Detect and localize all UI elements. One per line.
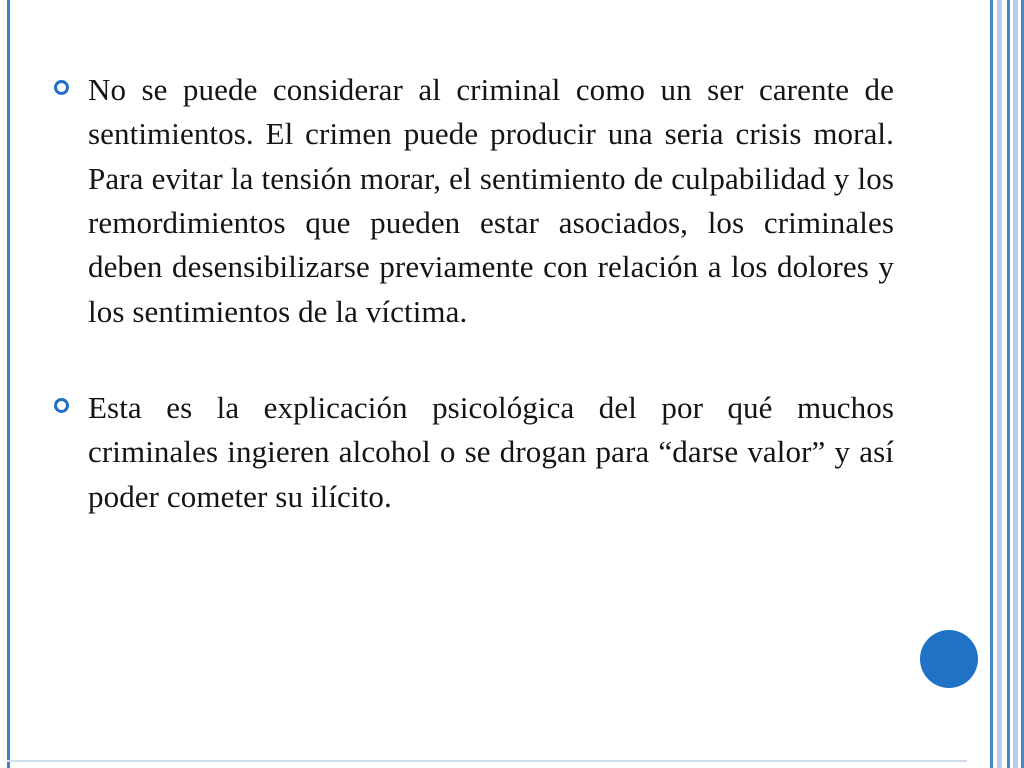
band-stripe-1: [990, 0, 993, 768]
circle-outline-icon: [54, 398, 69, 413]
left-vertical-rule: [7, 0, 10, 768]
bullet-marker: [54, 386, 88, 413]
list-item: [54, 68, 894, 334]
band-stripe-2: [997, 0, 1002, 768]
circle-outline-icon: [54, 80, 69, 95]
accent-circle-decoration: [920, 630, 978, 688]
band-stripe-3: [1007, 0, 1010, 768]
list-item: [54, 386, 894, 519]
slide-body: [54, 68, 894, 571]
bullet-paragraph-2: Esta es la explicación psicológica del por qué muchos criminales ingieren alcohol o se drogan para “darse valor” y así poder cometer su ilícito.: [88, 389, 894, 514]
right-decorative-bands: [984, 0, 1024, 768]
bullet-paragraph-1: No se puede considerar al criminal como un ser carente de sentimientos. El crimen puede producir una seria crisis moral. Para evitar la tensión morar, el sentimiento de culpabilidad y los remordimientos que pueden estar asociados, los criminales deben desensibilizarse previamente con relación a los dolores y los sentimientos de la víctima.: [88, 72, 894, 329]
bottom-rule: [7, 760, 967, 762]
band-stripe-4: [1013, 0, 1018, 768]
bullet-marker: [54, 68, 88, 95]
